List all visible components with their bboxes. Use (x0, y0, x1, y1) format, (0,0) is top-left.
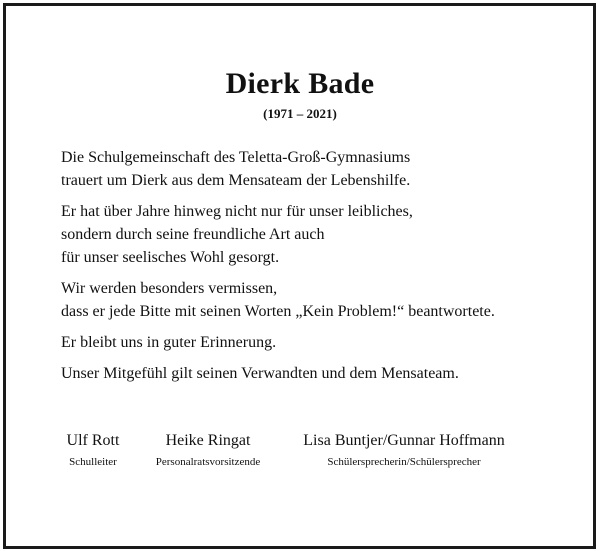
signatory-name: Heike Ringat (165, 432, 251, 449)
paragraph-sympathy (61, 362, 591, 385)
text-line: Wir werden besonders vermissen, (61, 280, 278, 297)
text-line: Unser Mitgefühl gilt seinen Verwandten und dem Mensateam. (61, 365, 459, 382)
signatory-role: Schulleiter (69, 456, 117, 468)
signatory-role: Personalratsvorsitzende (155, 456, 261, 468)
paragraph-remembrance (61, 331, 591, 354)
text-line: sondern durch seine freundliche Art auch (61, 226, 325, 243)
paragraph-service (61, 200, 591, 269)
signature-staff-council (128, 430, 288, 470)
signatory-name: Lisa Buntjer/Gunnar Hoffmann (303, 432, 505, 449)
signature-block (0, 430, 600, 480)
text-line: Er bleibt uns in guter Erinnerung. (61, 334, 277, 351)
signature-student-reps (284, 430, 524, 470)
signatory-role: Schülersprecherin/Schülersprecher (327, 456, 481, 468)
deceased-name: Dierk Bade (225, 67, 375, 100)
text-line: trauert um Dierk aus dem Mensateam der Lebenshilfe. (61, 172, 411, 189)
notice-body (61, 146, 591, 393)
paragraph-condolence-intro (61, 146, 591, 192)
text-line: dass er jede Bitte mit seinen Worten „Kein Problem!“ beantwortete. (61, 303, 495, 320)
paragraph-memory (61, 277, 591, 323)
signature-principal (48, 430, 138, 470)
text-line: Die Schulgemeinschaft des Teletta-Groß-Gymnasiums (61, 149, 411, 166)
text-line: Er hat über Jahre hinweg nicht nur für unser leibliches, (61, 203, 413, 220)
text-line: für unser seelisches Wohl gesorgt. (61, 249, 280, 266)
life-years: (1971 – 2021) (263, 106, 337, 121)
signatory-name: Ulf Rott (66, 432, 120, 449)
